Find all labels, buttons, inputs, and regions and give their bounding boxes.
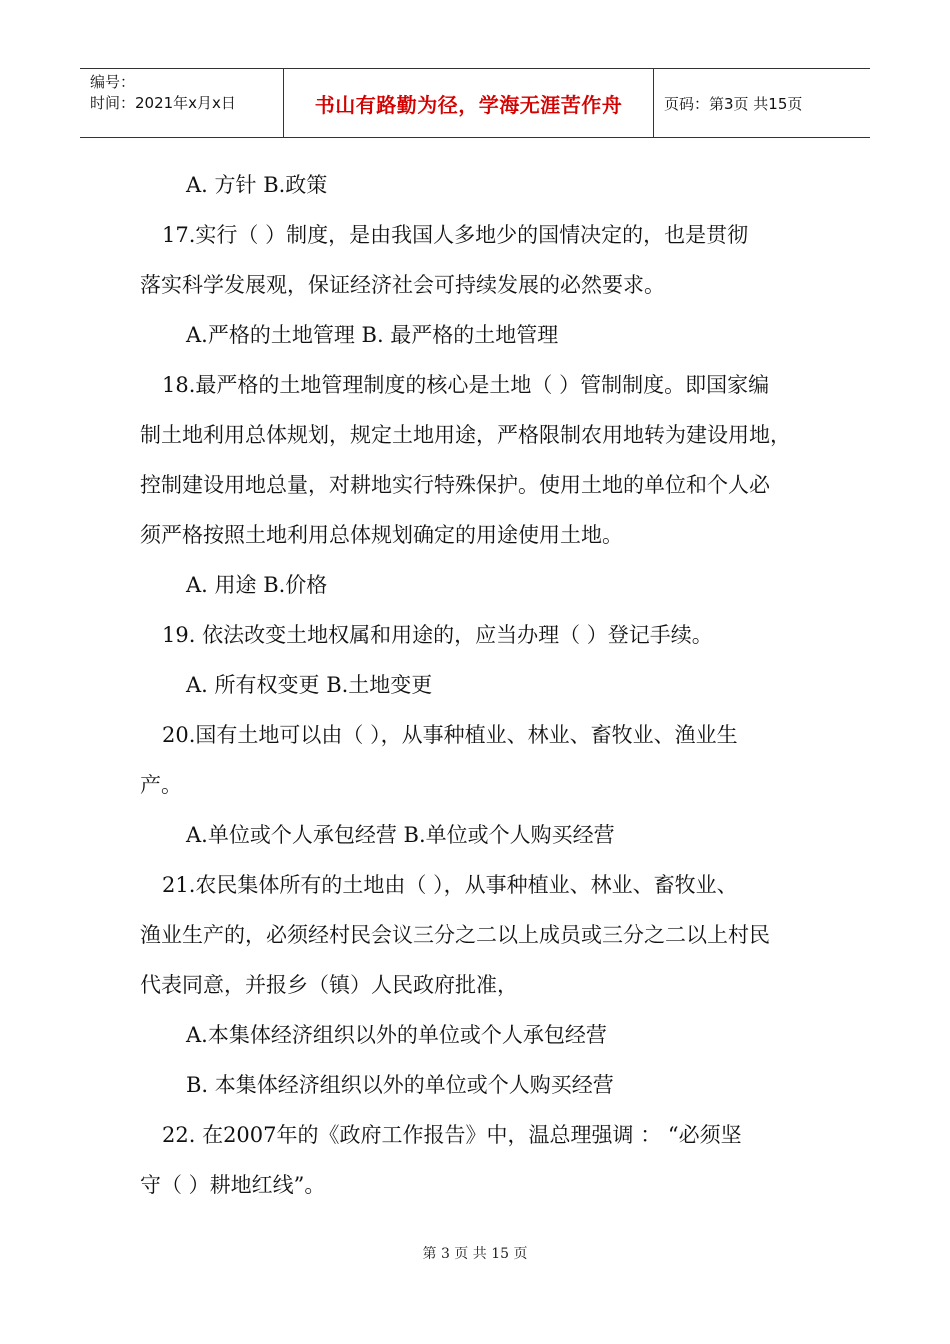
text-line: 18.最严格的土地管理制度的核心是土地（ ）管制制度。即国家编: [162, 373, 770, 397]
text-line: 产。: [140, 773, 182, 797]
text-line: 22. 在2007年的《政府工作报告》中，温总理强调 ： “必须坚: [162, 1123, 742, 1147]
document-number-label: 编号：: [90, 73, 136, 91]
text-line: 守（ ）耕地红线”。: [140, 1173, 326, 1197]
text-line: 21.农民集体所有的土地由（ ），从事种植业、林业、畜牧业、: [162, 873, 738, 897]
text-line: 渔业生产的，必须经村民会议三分之二以上成员或三分之二以上村民: [140, 923, 770, 947]
page-footer: 第 3 页 共 15 页: [422, 1246, 528, 1262]
header-page-info: 页码：第3页 共15页: [664, 94, 803, 113]
text-line: 19. 依法改变土地权属和用途的，应当办理（ ）登记手续。: [162, 623, 713, 647]
text-line: 代表同意，并报乡（镇）人民政府批准，: [140, 973, 518, 997]
page-header: [80, 68, 870, 138]
text-line: A. 所有权变更 B.土地变更: [186, 673, 433, 697]
text-line: B. 本集体经济组织以外的单位或个人购买经营: [186, 1073, 614, 1097]
text-line: 20.国有土地可以由（ ），从事种植业、林业、畜牧业、渔业生: [162, 723, 738, 747]
text-line: 须严格按照土地利用总体规划确定的用途使用土地。: [140, 523, 623, 547]
header-motto: 书山有路勤为径，学海无涯苦作舟: [284, 69, 654, 137]
text-line: A. 方针 B.政策: [186, 173, 328, 197]
header-meta: [80, 69, 284, 137]
text-line: A. 用途 B.价格: [186, 573, 328, 597]
text-line: 落实科学发展观，保证经济社会可持续发展的必然要求。: [140, 273, 665, 297]
text-line: 控制建设用地总量，对耕地实行特殊保护。使用土地的单位和个人必: [140, 473, 770, 497]
text-line: A.本集体经济组织以外的单位或个人承包经营: [186, 1023, 607, 1047]
text-line: A.单位或个人承包经营 B.单位或个人购买经营: [186, 823, 615, 847]
document-body: [140, 160, 820, 1210]
document-date-label: 时间：2021年x月x日: [90, 94, 236, 112]
text-line: A.严格的土地管理 B. 最严格的土地管理: [186, 323, 559, 347]
text-line: 制土地利用总体规划，规定土地用途，严格限制农用地转为建设用地，: [140, 423, 791, 447]
text-line: 17.实行（ ）制度，是由我国人多地少的国情决定的，也是贯彻: [162, 223, 749, 247]
